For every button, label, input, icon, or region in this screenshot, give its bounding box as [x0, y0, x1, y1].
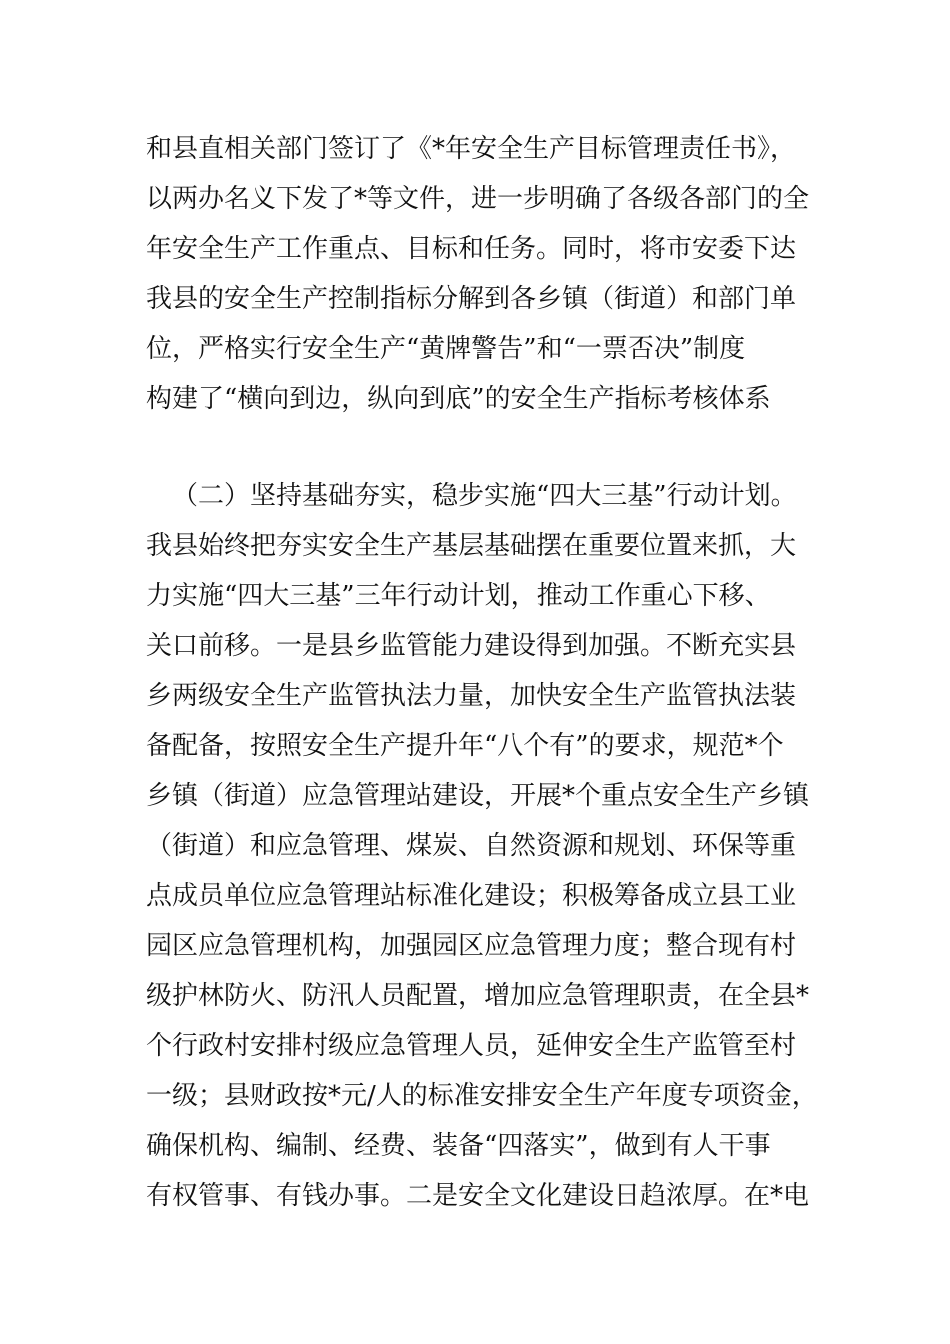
paragraph-2-line-14: 确保机构、编制、经费、装备“四落实”，做到有人干事 [146, 1131, 771, 1161]
paragraph-2-line-8: （街道）和应急管理、煤炭、自然资源和规划、环保等重 [146, 831, 797, 861]
paragraph-2-line-15: 有权管事、有钱办事。二是安全文化建设日趋浓厚。在*电 [146, 1181, 810, 1211]
paragraph-2-line-11: 级护林防火、防汛人员配置，增加应急管理职责，在全县* [146, 981, 810, 1011]
paragraph-2-line-12: 个行政村安排村级应急管理人员，延伸安全生产监管至村 [146, 1031, 797, 1061]
paragraph-2-line-3: 力实施“四大三基”三年行动计划，推动工作重心下移、 [146, 581, 771, 611]
paragraph-2-line-9: 点成员单位应急管理站标准化建设；积极筹备成立县工业 [146, 881, 797, 911]
paragraph-1-line-5: 位，严格实行安全生产“黄牌警告”和“一票否决”制度 [146, 334, 746, 364]
paragraph-1-line-6: 构建了“横向到边，纵向到底”的安全生产指标考核体系 [146, 384, 771, 414]
paragraph-1-line-3: 年安全生产工作重点、目标和任务。同时，将市安委下达 [146, 234, 797, 264]
paragraph-2-line-6: 备配备，按照安全生产提升年“八个有”的要求，规范*个 [146, 731, 784, 761]
paragraph-2-line-4: 关口前移。一是县乡监管能力建设得到加强。不断充实县 [146, 631, 797, 661]
paragraph-2-line-2: 我县始终把夯实安全生产基层基础摆在重要位置来抓，大 [146, 531, 797, 561]
paragraph-2-line-10: 园区应急管理机构，加强园区应急管理力度；整合现有村 [146, 931, 797, 961]
paragraph-1-line-1: 和县直相关部门签订了《*年安全生产目标管理责任书》， [146, 134, 797, 164]
paragraph-1-line-2: 以两办名义下发了*等文件，进一步明确了各级各部门的全 [146, 184, 810, 214]
paragraph-2-line-7: 乡镇（街道）应急管理站建设，开展*个重点安全生产乡镇 [146, 781, 810, 811]
paragraph-2-heading-line: （二）坚持基础夯实，稳步实施“四大三基”行动计划。 [172, 481, 797, 511]
paragraph-1-line-4: 我县的安全生产控制指标分解到各乡镇（街道）和部门单 [146, 284, 797, 314]
paragraph-2-line-13: 一级；县财政按*元/人的标准安排安全生产年度专项资金， [146, 1081, 818, 1111]
paragraph-2-line-5: 乡两级安全生产监管执法力量，加快安全生产监管执法装 [146, 681, 797, 711]
